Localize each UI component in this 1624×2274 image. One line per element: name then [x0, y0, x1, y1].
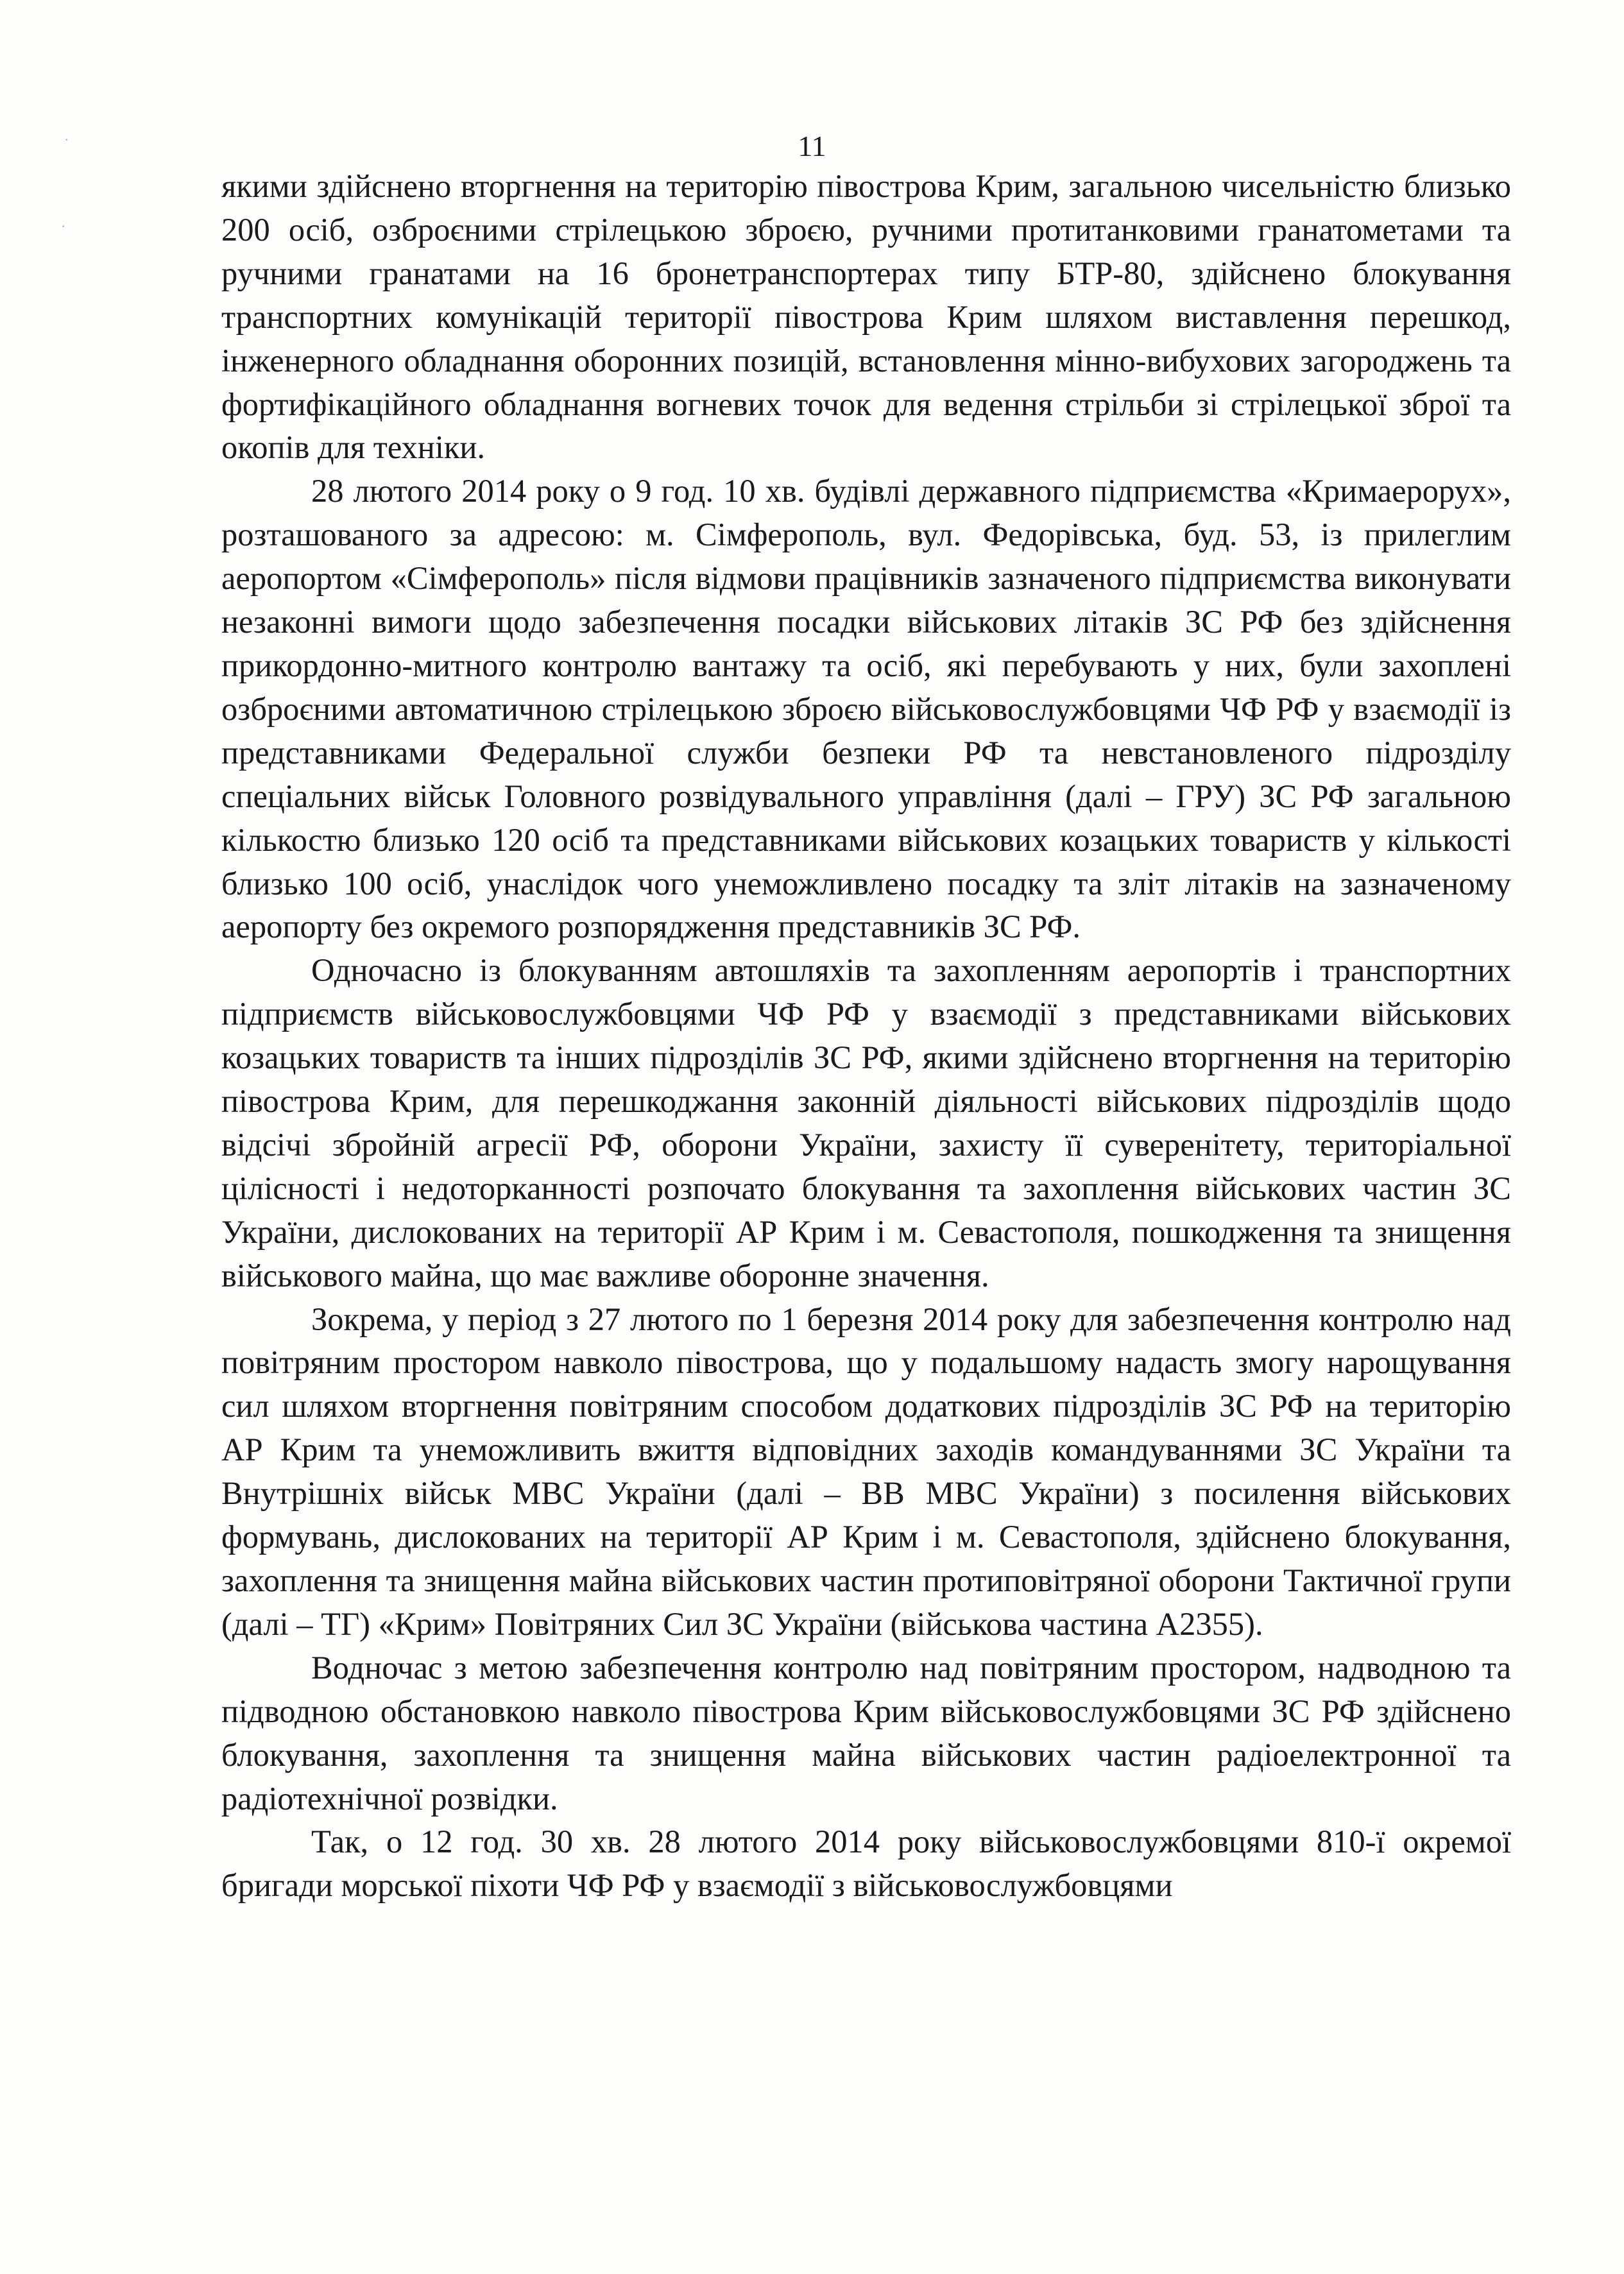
paragraph: якими здійснено вторгнення на територію півострова Крим, загальною чисельністю близько 200 осіб, озброєними стрілецькою зброєю, ручними протитанковими гранатометами та ручними гранатами на 16 бронетранспортерах типу БТР-80, здійснено блокування транспортних комунікацій території півострова Крим шляхом виставлення перешкод, інженерного обладнання оборонних позицій, встановлення мінно-вибухових загороджень та фортифікаційного обладнання вогневих точок для ведення стрільби зі стрілецької зброї та окопів для техніки. [221, 168, 1511, 466]
document-body [221, 165, 1511, 1908]
scan-speck: · [64, 132, 69, 148]
page-number: 11 [798, 130, 826, 162]
paragraph: Так, о 12 год. 30 хв. 28 лютого 2014 року військовослужбовцями 810-ї окремої бригади морської піхоти ЧФ РФ у взаємодії з військовослужбовцями [221, 1824, 1511, 1904]
paragraph: Одночасно із блокуванням автошляхів та захопленням аеропортів і транспортних підприємств військовослужбовцями ЧФ РФ у взаємодії з представниками військових козацьких товариств та інших підрозділів ЗС РФ, якими здійснено вторгнення на територію півострова Крим, для перешкоджання законній діяльності військових підрозділів щодо відсічі збройній агресії РФ, оборони України, захисту її суверенітету, територіальної цілісності і недоторканності розпочато блокування та захоплення військових частин ЗС України, дислокованих на території АР Крим і м. Севастополя, пошкодження та знищення військового майна, що має важливе оборонне значення. [221, 952, 1511, 1294]
scan-speck: · [61, 218, 66, 234]
paragraph: Зокрема, у період з 27 лютого по 1 березня 2014 року для забезпечення контролю над повітряним простором навколо півострова, що у подальшому надасть змогу нарощування сил шляхом вторгнення повітряним способом додаткових підрозділів ЗС РФ на територію АР Крим та унеможливить вжиття відповідних заходів командуваннями ЗС України та Внутрішніх військ МВС України (далі – ВВ МВС України) з посилення військових формувань, дислокованих на території АР Крим і м. Севастополя, здійснено блокування, захоплення та знищення майна військових частин протиповітряної оборони Тактичної групи (далі – ТГ) «Крим» Повітряних Сил ЗС України (військова частина А2355). [221, 1301, 1511, 1642]
paragraph: 28 лютого 2014 року о 9 год. 10 хв. будівлі державного підприємства «Кримаерорух», розташованого за адресою: м. Сімферополь, вул. Федорівська, буд. 53, із прилеглим аеропортом «Сімферополь» після відмови працівників зазначеного підприємства виконувати незаконні вимоги щодо забезпечення посадки військових літаків ЗС РФ без здійснення прикордонно-митного контролю вантажу та осіб, які перебувають у них, були захоплені озброєними автоматичною стрілецькою зброєю військовослужбовцями ЧФ РФ у взаємодії із представниками Федеральної служби безпеки РФ та невстановленого підрозділу спеціальних військ Головного розвідувального управління (далі – ГРУ) ЗС РФ загальною кількостю близько 120 осіб та представниками військових козацьких товариств у кількості близько 100 осіб, унаслідок чого унеможливлено посадку та зліт літаків на зазначеному аеропорту без окремого розпорядження представників ЗС РФ. [221, 473, 1511, 945]
paragraph: Водночас з метою забезпечення контролю над повітряним простором, надводною та підводною обстановкою навколо півострова Крим військовослужбовцями ЗС РФ здійснено блокування, захоплення та знищення майна військових частин радіоелектронної та радіотехнічної розвідки. [221, 1649, 1511, 1817]
